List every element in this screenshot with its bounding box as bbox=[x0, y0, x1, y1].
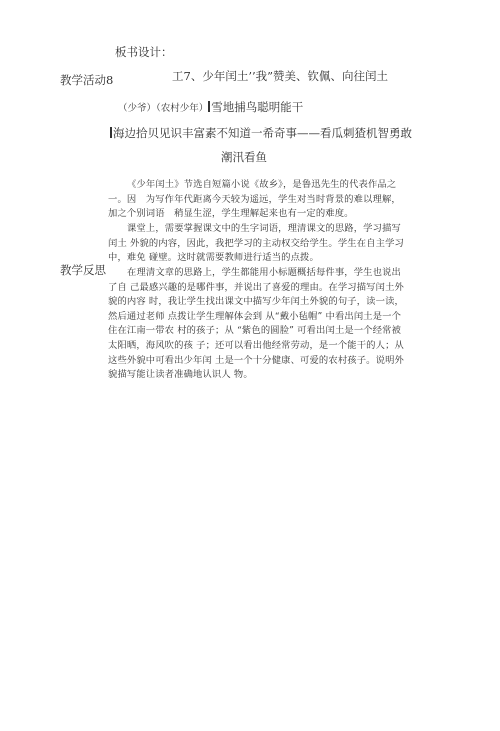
board-row-2-right: 雪地捕鸟聪明能干 bbox=[211, 100, 304, 114]
teaching-activity-label: 教学活动8 bbox=[60, 73, 114, 87]
reflection-paragraph-1: 《少年闰土》节选自短篇小说《故乡》，是鲁迅先生的代表作品之一。因 为写作年代距离今天较为遥远，学生对当时背景的难以理解，加之个别词语 稍显生涩，学生理解起来也有一定的难度。 bbox=[108, 179, 401, 220]
board-row-2-left: （少爷）（农村少年） bbox=[118, 103, 209, 114]
board-design-label: 板书设计： bbox=[115, 45, 173, 59]
board-row-3-text: 海边拾贝见识丰富素不知道一希奇事——看瓜刺猹机智勇敢 bbox=[113, 126, 412, 140]
teaching-reflection-label: 教学反思 bbox=[60, 263, 106, 277]
board-row-2 bbox=[118, 96, 303, 115]
board-row-3 bbox=[110, 122, 412, 141]
divider-bar bbox=[208, 101, 210, 112]
board-row-4: 潮汛看鱼 bbox=[221, 150, 267, 164]
board-title-line: 工7、少年闰土’’我”赞美、钦佩、向往闰土 bbox=[172, 69, 389, 83]
divider-bar bbox=[110, 127, 112, 138]
reflection-paragraph-2: 课堂上，需要掌握课文中的生字词语，理清课文的思路，学习描写闰土 外貌的内容，因此，我把学习的主动权交给学生。学生在自主学习中，难免 碰壁。这时就需要教师进行适当的点拨。 bbox=[108, 223, 404, 264]
reflection-paragraph-3: 在理清文章的思路上，学生都能用小标题概括每件事，学生也说出了自 己最感兴趣的是哪件事，并说出了喜爱的理由。在学习描写闰土外貌的内容 时，我让学生找出课文中描写少年闰土外貌的句子，读一读，然后通过老师 点拨让学生理解体会到 从“戴小毡帽” 中看出闰土是一个住在江南一带农 村的孩子；从 “紫色的圆脸” 可看出闰土是一个经常被太阳晒，海风吹的孩 子；还可以看出他经常劳动，是一个能干的人；从这些外貌中可看出少年闰 土是一个十分健康、可爱的农村孩子。说明外貌描写能让读者准确地认识人 物。 bbox=[108, 267, 404, 381]
